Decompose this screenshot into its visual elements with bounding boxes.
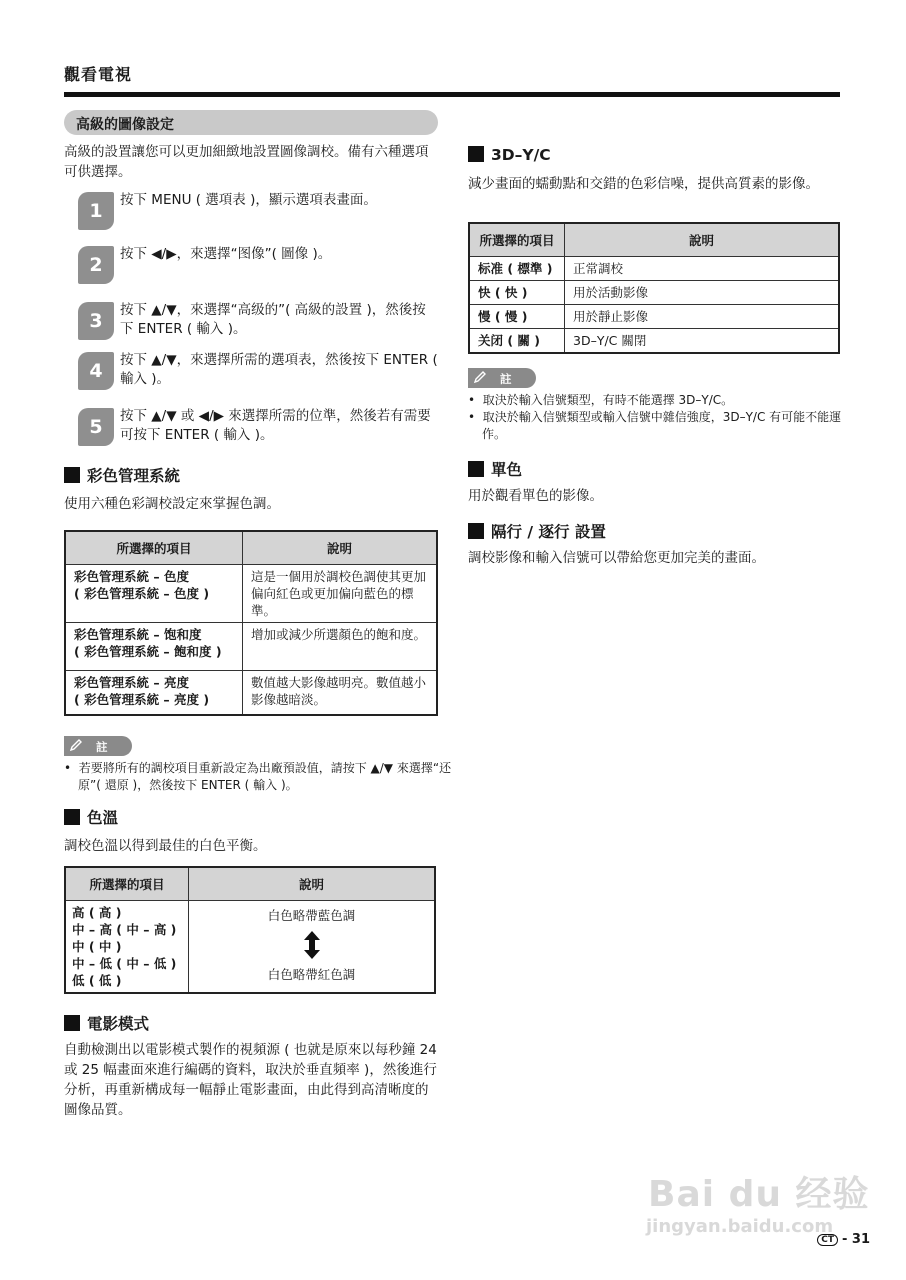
table-row: [469, 329, 839, 354]
square-marker-icon: [468, 523, 484, 539]
step-1: [78, 192, 438, 236]
table-header: 說明: [565, 223, 840, 257]
color-mgmt-table: [64, 530, 438, 716]
item-name-alt: ( 彩色管理系統 – 亮度 ): [74, 692, 210, 707]
mono-desc: 用於觀看單色的影像。: [468, 488, 603, 504]
table-header: 所選擇的項目: [469, 223, 565, 257]
item-name: 关闭 ( 關 ): [469, 329, 565, 354]
item-name-alt: ( 彩色管理系統 – 飽和度 ): [74, 644, 222, 659]
footer-dash: -: [841, 1232, 852, 1247]
step-number: 4: [78, 352, 114, 390]
square-marker-icon: [64, 809, 80, 825]
section-title: 高級的圖像設定: [76, 117, 174, 133]
yc3d-table: [468, 222, 840, 354]
table-header: 說明: [189, 867, 436, 901]
item-desc-top: 白色略帶藍色調: [267, 908, 356, 923]
step-text: 按下 ▲/▼ 或 ◀/▶ 來選擇所需的位準，然後若有需要可按下 ENTER ( 輸入 )。: [120, 408, 431, 443]
yc3d-heading: [468, 146, 551, 164]
watermark-url: jingyan.baidu.com: [646, 1216, 834, 1237]
item-desc: 數值越大影像越明亮。數值越小影像越暗淡。: [243, 671, 438, 715]
table-header: 說明: [243, 531, 438, 565]
yc3d-title: 3D–Y/C: [491, 146, 551, 164]
yc3d-desc: 減少畫面的蠕動點和交錯的色彩信噪，提供高質素的影像。: [468, 176, 819, 192]
table-row: [65, 623, 437, 671]
page-number: 31: [851, 1232, 870, 1247]
item-name: 标准 ( 標準 ): [469, 257, 565, 281]
color-temp-table: [64, 866, 436, 994]
item-desc-bottom: 白色略帶紅色調: [267, 967, 356, 982]
ip-title: 隔行 / 逐行 設置: [491, 523, 606, 541]
square-marker-icon: [468, 146, 484, 162]
pencil-icon: [69, 738, 83, 752]
step-text: 按下 ▲/▼，來選擇“高级的”( 高級的設置 )，然後按下 ENTER ( 輸入 )。: [120, 302, 426, 337]
note-text: 取決於輸入信號類型，有時不能選擇 3D–Y/C。: [482, 393, 734, 407]
item-name: 慢 ( 慢 ): [469, 305, 565, 329]
step-number: 5: [78, 408, 114, 446]
page-header-title: 觀看電視: [64, 65, 133, 84]
color-mgmt-desc: 使用六種色彩調校設定來掌握色調。: [64, 496, 280, 512]
step-text: 按下 ◀/▶，來選擇“图像”( 圖像 )。: [120, 246, 332, 262]
step-text: 按下 ▲/▼，來選擇所需的選項表，然後按下 ENTER ( 輸入 )。: [120, 352, 438, 387]
item-desc: 用於靜止影像: [565, 305, 840, 329]
step-number: 1: [78, 192, 114, 230]
film-mode-desc: 自動檢測出以電影模式製作的視頻源 ( 也就是原來以每秒鐘 24 或 25 幅畫面來進行編碼的資料，取決於垂直頻率 )，然後進行分析，再重新構成每一幅靜止電影畫面，由此得到高清晰度的圖像品質。: [64, 1042, 437, 1118]
step-4: [78, 352, 438, 396]
table-header: 所選擇的項目: [65, 867, 189, 901]
step-text: 按下 MENU ( 選項表 )，顯示選項表畫面。: [120, 192, 377, 208]
pencil-icon: [473, 370, 487, 384]
mono-heading: [468, 458, 522, 480]
advanced-intro: 高級的設置讓您可以更加細緻地設置圖像調校。備有六種選項可供選擇。: [64, 144, 429, 180]
table-header: 所選擇的項目: [65, 531, 243, 565]
table-row: [65, 565, 437, 623]
item-desc: 用於活動影像: [565, 281, 840, 305]
note-label-pill: [64, 736, 132, 756]
item-name: 中 – 低 ( 中 – 低 ): [72, 956, 177, 971]
step-3: [78, 302, 438, 346]
table-row: [65, 671, 437, 715]
item-desc: 正常調校: [565, 257, 840, 281]
color-temp-heading: [64, 806, 118, 828]
page-footer: [817, 1232, 870, 1247]
mono-title: 單色: [491, 461, 523, 479]
item-desc: 增加或減少所選顏色的飽和度。: [243, 623, 438, 671]
item-name: 彩色管理系統 – 亮度: [74, 675, 189, 690]
step-5: [78, 408, 438, 452]
note-text: 若要將所有的調校項目重新設定為出廠預設值，請按下 ▲/▼ 來選擇“还原”( 還原 )，然後按下 ENTER ( 輸入 )。: [78, 761, 452, 792]
color-mgmt-title: 彩色管理系統: [87, 467, 181, 485]
step-number: 3: [78, 302, 114, 340]
item-name: 彩色管理系統 – 饱和度: [74, 627, 202, 642]
film-mode-title: 電影模式: [87, 1015, 150, 1033]
item-desc: 3D–Y/C 關閉: [565, 329, 840, 354]
note-label-pill: [468, 368, 536, 388]
note-bullet: • 取決於輸入信號類型，有時不能選擇 3D–Y/C。: [468, 393, 734, 407]
note-bullet: • 取決於輸入信號類型或輸入信號中雜信強度，3D–Y/C 有可能不能運作。: [468, 410, 842, 441]
color-temp-title: 色溫: [87, 809, 119, 827]
double-arrow-icon: [302, 930, 322, 960]
ip-desc: 調校影像和輸入信號可以帶給您更加完美的畫面。: [468, 550, 765, 566]
item-desc: 這是一個用於調校色調使其更加偏向紅色或更加偏向藍色的標準。: [243, 565, 438, 623]
step-number: 2: [78, 246, 114, 284]
film-mode-heading: [64, 1012, 149, 1034]
item-name: 中 – 高 ( 中 – 高 ): [72, 922, 177, 937]
ip-heading: [468, 520, 606, 542]
item-name: 彩色管理系統 – 色度: [74, 569, 189, 584]
square-marker-icon: [64, 1015, 80, 1031]
item-name: 高 ( 高 ): [72, 905, 122, 920]
table-row: [65, 901, 435, 994]
note-bullet: • 若要將所有的調校項目重新設定為出廠預設值，請按下 ▲/▼ 來選擇“还原”( 還原 )，然後按下 ENTER ( 輸入 )。: [64, 761, 452, 792]
note-text: 取決於輸入信號類型或輸入信號中雜信強度，3D–Y/C 有可能不能運作。: [482, 410, 842, 441]
table-row: [469, 281, 839, 305]
square-marker-icon: [64, 467, 80, 483]
note-label: 註: [96, 740, 108, 754]
item-name: 低 ( 低 ): [72, 973, 122, 988]
item-name: 快 ( 快 ): [469, 281, 565, 305]
table-row: [469, 257, 839, 281]
color-temp-desc: 調校色溫以得到最佳的白色平衡。: [64, 838, 267, 854]
square-marker-icon: [468, 461, 484, 477]
note-label: 註: [500, 372, 512, 386]
header-rule: [64, 92, 840, 97]
item-name-alt: ( 彩色管理系統 – 色度 ): [74, 586, 210, 601]
color-mgmt-heading: [64, 464, 180, 486]
watermark-logo: Bai du 经验: [648, 1174, 870, 1215]
section-title-pill: [64, 110, 438, 135]
item-name: 中 ( 中 ): [72, 939, 122, 954]
step-2: [78, 246, 438, 290]
table-row: [469, 305, 839, 329]
language-badge: CT: [817, 1234, 838, 1246]
